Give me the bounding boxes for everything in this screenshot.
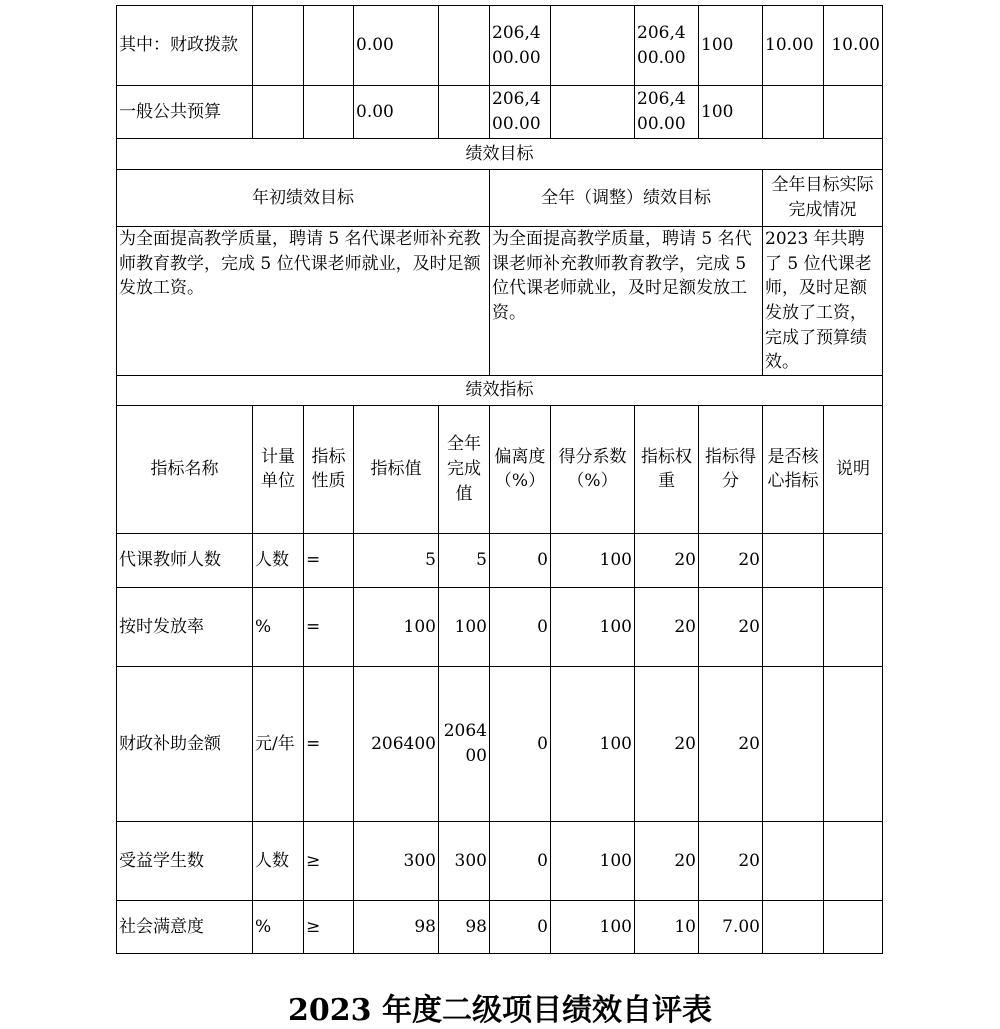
funding-cell — [551, 6, 635, 86]
funding-cell: 0.00 — [354, 86, 439, 139]
indicator-name: 受益学生数 — [117, 821, 253, 900]
header-cell: 是否核心指标 — [763, 405, 824, 533]
adjusted-goal-text: 为全面提高教学质量，聘请 5 名代课老师补充教师教育教学，完成 5 位代课老师就业，及时足额发放工资。 — [490, 227, 763, 376]
indicator-name: 按时发放率 — [117, 587, 253, 666]
header-cell: 指标得分 — [699, 405, 763, 533]
indicator-coef: 100 — [551, 900, 635, 953]
indicator-coef: 100 — [551, 666, 635, 821]
indicator-nature: = — [304, 533, 354, 587]
indicator-nature: ≥ — [304, 821, 354, 900]
indicator-unit: 人数 — [253, 533, 304, 587]
funding-cell — [304, 6, 354, 86]
table-row — [117, 533, 883, 587]
funding-cell: 206,400.00 — [635, 6, 699, 86]
indicator-unit: % — [253, 587, 304, 666]
funding-cell — [439, 6, 490, 86]
indicator-score: 7.00 — [699, 900, 763, 953]
indicator-header-row — [117, 405, 883, 533]
indicator-actual: 5 — [439, 533, 490, 587]
indicator-weight: 10 — [635, 900, 699, 953]
indicator-score: 20 — [699, 587, 763, 666]
initial-goal-header: 年初绩效目标 — [117, 170, 490, 227]
funding-cell: 206,400.00 — [490, 86, 551, 139]
indicator-score: 20 — [699, 821, 763, 900]
indicator-score: 20 — [699, 666, 763, 821]
header-cell: 指标值 — [354, 405, 439, 533]
funding-cell: 10.00 — [763, 6, 824, 86]
indicator-actual: 100 — [439, 587, 490, 666]
indicator-core — [763, 900, 824, 953]
adjusted-goal-header: 全年（调整）绩效目标 — [490, 170, 763, 227]
indicator-target: 100 — [354, 587, 439, 666]
indicator-target: 98 — [354, 900, 439, 953]
indicator-note — [824, 533, 883, 587]
table-row — [117, 666, 883, 821]
indicator-name: 财政补助金额 — [117, 666, 253, 821]
funding-cell — [763, 86, 824, 139]
header-cell: 指标权重 — [635, 405, 699, 533]
initial-goal-text: 为全面提高教学质量，聘请 5 名代课老师补充教师教育教学，完成 5 位代课老师就业，及时足额发放工资。 — [117, 227, 490, 376]
performance-table — [116, 5, 883, 954]
indicator-weight: 20 — [635, 587, 699, 666]
page-title: 2023 年度二级项目绩效自评表 — [288, 993, 712, 1028]
funding-cell — [824, 86, 883, 139]
indicator-nature: = — [304, 587, 354, 666]
table-row — [117, 587, 883, 666]
indicator-weight: 20 — [635, 533, 699, 587]
indicator-deviation: 0 — [490, 666, 551, 821]
indicator-note — [824, 666, 883, 821]
indicator-target: 300 — [354, 821, 439, 900]
goals-section-title: 绩效目标 — [117, 139, 883, 170]
indicator-unit: 人数 — [253, 821, 304, 900]
funding-cell: 100 — [699, 86, 763, 139]
indicator-note — [824, 587, 883, 666]
indicator-target: 5 — [354, 533, 439, 587]
indicator-unit: 元/年 — [253, 666, 304, 821]
header-cell: 说明 — [824, 405, 883, 533]
indicator-actual: 300 — [439, 821, 490, 900]
indicator-name: 代课教师人数 — [117, 533, 253, 587]
funding-cell: 206,400.00 — [635, 86, 699, 139]
indicator-core — [763, 821, 824, 900]
header-cell: 得分系数（%） — [551, 405, 635, 533]
funding-cell — [439, 86, 490, 139]
actual-goal-header: 全年目标实际完成情况 — [763, 170, 883, 227]
header-cell: 计量单位 — [253, 405, 304, 533]
indicator-deviation: 0 — [490, 821, 551, 900]
indicator-deviation: 0 — [490, 900, 551, 953]
actual-goal-text: 2023 年共聘了 5 位代课老师，及时足额发放了工资，完成了预算绩效。 — [763, 227, 883, 376]
funding-label: 一般公共预算 — [117, 86, 253, 139]
indicator-nature: ≥ — [304, 900, 354, 953]
indicator-actual: 98 — [439, 900, 490, 953]
indicator-target: 206400 — [354, 666, 439, 821]
funding-row-fiscal — [117, 6, 883, 86]
indicator-coef: 100 — [551, 587, 635, 666]
funding-cell: 0.00 — [354, 6, 439, 86]
indicator-coef: 100 — [551, 821, 635, 900]
table-row — [117, 821, 883, 900]
indicator-core — [763, 587, 824, 666]
indicator-note — [824, 900, 883, 953]
indicator-score: 20 — [699, 533, 763, 587]
indicator-name: 社会满意度 — [117, 900, 253, 953]
header-cell: 全年完成值 — [439, 405, 490, 533]
funding-row-general — [117, 86, 883, 139]
funding-cell: 206,400.00 — [490, 6, 551, 86]
indicator-weight: 20 — [635, 666, 699, 821]
indicator-deviation: 0 — [490, 533, 551, 587]
funding-cell — [551, 86, 635, 139]
indicator-actual: 206400 — [439, 666, 490, 821]
header-cell: 偏离度（%） — [490, 405, 551, 533]
funding-cell: 100 — [699, 6, 763, 86]
indicator-weight: 20 — [635, 821, 699, 900]
funding-cell: 10.00 — [824, 6, 883, 86]
funding-cell — [253, 86, 304, 139]
indicators-section-title: 绩效指标 — [117, 375, 883, 405]
table-row — [117, 900, 883, 953]
funding-cell — [253, 6, 304, 86]
indicator-coef: 100 — [551, 533, 635, 587]
indicator-core — [763, 666, 824, 821]
funding-cell — [304, 86, 354, 139]
indicator-nature: = — [304, 666, 354, 821]
indicator-deviation: 0 — [490, 587, 551, 666]
funding-label: 其中：财政拨款 — [117, 6, 253, 86]
indicator-unit: % — [253, 900, 304, 953]
header-cell: 指标性质 — [304, 405, 354, 533]
indicator-note — [824, 821, 883, 900]
header-cell: 指标名称 — [117, 405, 253, 533]
indicator-core — [763, 533, 824, 587]
